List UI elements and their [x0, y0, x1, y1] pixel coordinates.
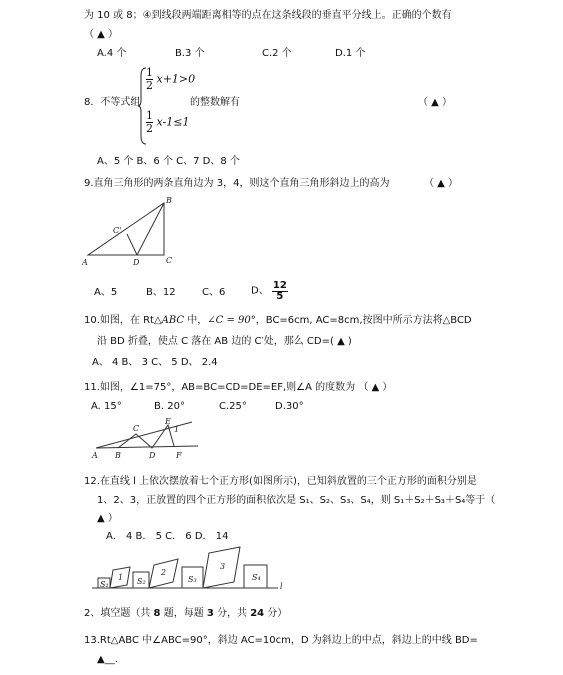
q12-label-s4: S₄ — [252, 573, 261, 582]
q7-option-b: B.3 个 — [175, 48, 205, 59]
q9-text: 9.直角三角形的两条直角边为 3，4，则这个直角三角形斜边上的高为 — [84, 178, 390, 189]
q12-label-1: 1 — [118, 573, 124, 582]
sec2-points: 3 — [206, 608, 214, 619]
q11-option-d: D.30° — [275, 401, 304, 412]
q13-line1: 13.Rt△ABC 中∠ABC=90°，斜边 AC=10cm，D 为斜边上的中点，斜边上的中线 BD= — [84, 635, 478, 646]
ineq2-denominator: 2 — [146, 121, 153, 135]
q9-option-d-numerator: 12 — [272, 280, 287, 291]
q11-label-b: B — [115, 451, 121, 460]
q9-option-b: B、12 — [146, 287, 176, 298]
q12-line3: ▲ ） — [97, 513, 118, 524]
q9-option-d-label: D、 — [251, 285, 269, 297]
ineq2-rest: x-1≤1 — [156, 115, 190, 129]
q8-answer-bracket: （ ▲ ） — [418, 97, 453, 108]
q9-option-d-fraction — [272, 281, 288, 302]
q12-label-s2: S₂ — [137, 577, 146, 586]
ineq1-denominator: 2 — [146, 78, 153, 92]
q12-options: A． 4 B． 5 C． 6 D． 14 — [106, 531, 229, 542]
q12-label-3: 3 — [220, 562, 226, 571]
q11-label-a: A — [92, 451, 98, 460]
q11-zigzag-figure — [92, 418, 202, 460]
q7-option-c: C.2 个 — [262, 48, 292, 59]
q12-squares-figure — [90, 545, 290, 595]
q9-option-d-denominator: 5 — [276, 291, 284, 302]
q11-option-c: C.25° — [219, 401, 247, 412]
q9-answer-bracket: （ ▲ ） — [424, 178, 459, 189]
q9-option-a: A、5 — [94, 287, 118, 298]
q12-label-s3: S₃ — [188, 575, 197, 584]
q9-option-c: C、6 — [202, 287, 226, 298]
q11-text: 11.如图，∠1=75°，AB=BC=CD=DE=EF,则∠A 的度数为 （ ▲ ） — [84, 382, 393, 393]
q12-label-s1: S₁ — [100, 580, 109, 589]
ineq2-numerator: 1 — [146, 109, 153, 122]
q12-line1: 12.在直线 l 上依次摆放着七个正方形(如图所示)，已知斜放置的三个正方形的面积分别是 — [84, 476, 477, 487]
section-2-heading — [84, 608, 287, 620]
q11-label-f: F — [176, 451, 182, 460]
q12-label-2: 2 — [161, 568, 167, 577]
q10-line1-b: 中， — [184, 315, 208, 326]
q9-label-b: B — [166, 196, 172, 205]
q11-label-d: D — [149, 451, 156, 460]
q11-label-angle-1: 1 — [174, 425, 180, 434]
q13-line2: ▲__. — [97, 654, 118, 665]
ineq1-rest: x+1>0 — [156, 72, 196, 86]
q11-label-c: C — [133, 424, 140, 433]
q10-line1-c: ，BC=6cm, AC=8cm,按图中所示方法将△BCD — [255, 315, 472, 326]
q11-label-e: E — [165, 417, 171, 426]
sec2-text-c: 分，共 — [213, 608, 251, 619]
q9-option-d — [251, 281, 288, 302]
q8-suffix: 的整数解有 — [190, 97, 240, 108]
q11-option-b: B. 20° — [154, 401, 185, 412]
inequality-2 — [146, 110, 189, 134]
q10-line1-angle: ∠C = 90° — [207, 315, 256, 326]
q9-label-d: D — [133, 258, 140, 267]
q10-options: A、 4 B、 3 C、 5 D、 2.4 — [92, 357, 218, 368]
inequality-1 — [146, 67, 195, 91]
sec2-text-d: 分） — [264, 608, 288, 619]
q7-line1: 为 10 或 8；④到线段两端距离相等的点在这条线段的垂直平分线上。正确的个数有 — [84, 10, 452, 21]
q8-options: A、5 个 B、6 个 C、7 D、8 个 — [97, 156, 240, 167]
q9-label-a: A — [82, 258, 88, 267]
sec2-text-a: 2、填空题（共 — [84, 608, 154, 619]
q7-answer-bracket: （ ▲ ） — [84, 29, 119, 40]
q10-line1 — [84, 315, 472, 327]
q8-label: 8．不等式组 — [84, 97, 141, 108]
q11-option-a: A. 15° — [91, 401, 122, 412]
q12-line2: 1、2、3，正放置的四个正方形的面积依次是 S₁、S₂、S₃、S₄，则 S₁＋S₂＋S₃＋S₄等于（ — [97, 495, 496, 506]
q10-line1-abc: ABC — [161, 315, 185, 326]
sec2-count: 8 — [153, 608, 161, 619]
q12-label-l: l — [280, 582, 283, 591]
q10-line2: 沿 BD 折叠，使点 C 落在 AB 边的 C′处，那么 CD=( ▲ ) — [97, 336, 352, 347]
sec2-total: 24 — [250, 608, 265, 619]
ineq1-numerator: 1 — [146, 66, 153, 79]
q9-label-c-prime: C' — [113, 226, 122, 235]
q9-label-c: C — [166, 256, 173, 265]
q9-triangle-figure — [80, 195, 180, 270]
q10-line1-a: 10.如图，在 Rt△ — [84, 315, 162, 326]
q7-option-d: D.1 个 — [335, 48, 366, 59]
q7-option-a: A.4 个 — [97, 48, 127, 59]
sec2-text-b: 题，每题 — [160, 608, 207, 619]
